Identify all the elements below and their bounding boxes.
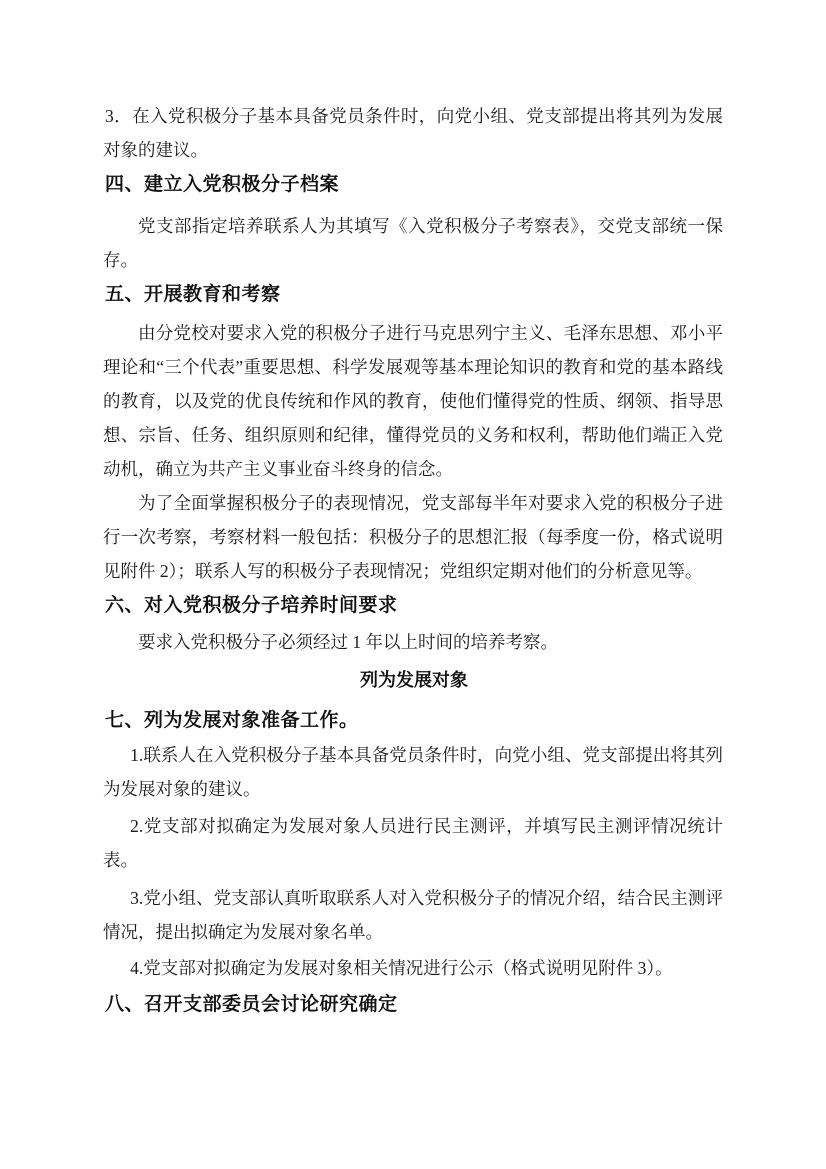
- section-heading: 八、召开支部委员会讨论研究确定: [105, 994, 398, 1015]
- paragraph: 3.党小组、党支部认真听取联系人对入党积极分子的情况介绍，结合民主测评情况，提出拟确定为发展对象名单。: [103, 888, 723, 942]
- paragraph: 4.党支部对拟确定为发展对象相关情况进行公示（格式说明见附件 3）。: [130, 958, 673, 978]
- paragraph: 由分党校对要求入党的积极分子进行马克思列宁主义、毛泽东思想、邓小平理论和“三个代表”重要思想、科学发展观等基本理论知识的教育和党的基本路线的教育，以及党的优良传统和作风的教育，使他们懂得党的性质、纲领、指导思想、宗旨、任务、组织原则和纪律，懂得党员的义务和权利，帮助他们端正入党动机，确立为共产主义事业奋斗终身的信念。: [103, 323, 723, 479]
- paragraph: 1.联系人在入党积极分子基本具备党员条件时，向党小组、党支部提出将其列为发展对象的建议。: [103, 745, 723, 799]
- section-heading: 四、建立入党积极分子档案: [105, 174, 340, 195]
- section-heading: 五、开展教育和考察: [105, 284, 281, 305]
- section-heading: 六、对入党积极分子培养时间要求: [105, 595, 398, 616]
- paragraph: 3．在入党积极分子基本具备党员条件时，向党小组、党支部提出将其列为发展对象的建议。: [103, 106, 723, 160]
- paragraph: 要求入党积极分子必须经过 1 年以上时间的培养考察。: [138, 632, 558, 652]
- paragraph: 党支部指定培养联系人为其填写《入党积极分子考察表》，交党支部统一保存。: [103, 216, 723, 270]
- section-heading: 七、列为发展对象准备工作。: [105, 710, 359, 731]
- paragraph: 2.党支部对拟确定为发展对象人员进行民主测评，并填写民主测评情况统计表。: [103, 816, 723, 870]
- center-heading: 列为发展对象: [360, 670, 468, 690]
- paragraph: 为了全面掌握积极分子的表现情况，党支部每半年对要求入党的积极分子进行一次考察，考察材料一般包括：积极分子的思想汇报（每季度一份，格式说明见附件 2）；联系人写的积极分子表现情况；党组织定期对他们的分析意见等。: [103, 493, 723, 581]
- document-content: [103, 99, 723, 1022]
